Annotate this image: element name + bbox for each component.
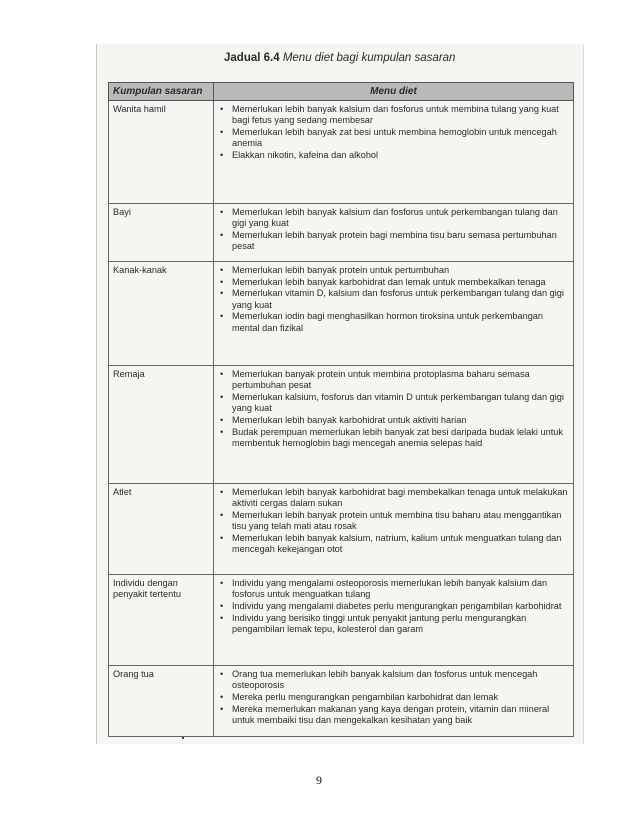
diet-cell	[214, 204, 574, 262]
diet-item: • Memerlukan lebih banyak kalsium, natrium, kalium untuk menguatkan tulang dan mencegah kekejangan otot	[218, 533, 569, 555]
diet-cell	[214, 575, 574, 666]
diet-item: • Budak perempuan memerlukan lebih banyak zat besi daripada budak lelaki untuk membentuk hemoglobin bagi mencegah anemia selepas haid	[218, 427, 569, 449]
diet-item: • Memerlukan kalsium, fosforus dan vitamin D untuk perkembangan tulang dan gigi yang kuat	[218, 392, 569, 414]
group-cell: Kanak-kanak	[109, 262, 214, 366]
diet-cell	[214, 366, 574, 484]
diet-item: • Memerlukan lebih banyak zat besi untuk membina hemoglobin untuk mencegah anemia	[218, 127, 569, 149]
diet-cell	[214, 666, 574, 737]
group-cell: Individu dengan penyakit tertentu	[109, 575, 214, 666]
diet-menu-table	[108, 82, 574, 737]
diet-item: • Mereka perlu mengurangkan pengambilan karbohidrat dan lemak	[218, 692, 569, 703]
table-row	[109, 666, 574, 737]
table-row	[109, 366, 574, 484]
group-cell: Remaja	[109, 366, 214, 484]
table-row	[109, 262, 574, 366]
table-number: Jadual 6.4	[224, 52, 280, 64]
diet-item: • Memerlukan lebih banyak kalsium dan fosforus untuk membina tulang yang kuat bagi fetus yang sedang membesar	[218, 104, 569, 126]
header-diet-menu: Menu diet	[214, 83, 574, 101]
diet-cell	[214, 101, 574, 204]
diet-item: • Memerlukan iodin bagi menghasilkan hormon tiroksina untuk perkembangan mental dan fizikal	[218, 311, 569, 333]
diet-item: • Individu yang berisiko tinggi untuk penyakit jantung perlu mengurangkan pengambilan lemak tepu, kolesterol dan garam	[218, 613, 569, 635]
group-cell: Wanita hamil	[109, 101, 214, 204]
diet-item: • Memerlukan lebih banyak protein untuk membina tisu baharu atau menggantikan tisu yang telah mati atau rosak	[218, 510, 569, 532]
table-caption	[224, 52, 455, 64]
diet-cell	[214, 484, 574, 575]
diet-item: • Memerlukan lebih banyak kalsium dan fosforus untuk perkembangan tulang dan gigi yang kuat	[218, 207, 569, 229]
table-row	[109, 484, 574, 575]
page-number: 9	[316, 773, 322, 787]
diet-item: • Memerlukan lebih banyak karbohidrat bagi membekalkan tenaga untuk melakukan aktiviti cergas dalam sukan	[218, 487, 569, 509]
table-row	[109, 575, 574, 666]
diet-item: • Memerlukan banyak protein untuk membina protoplasma baharu semasa pertumbuhan pesat	[218, 369, 569, 391]
diet-item: • Mereka memerlukan makanan yang kaya dengan protein, vitamin dan mineral untuk membaiki tisu dan mengekalkan kesihatan yang baik	[218, 704, 569, 726]
diet-cell	[214, 262, 574, 366]
group-cell: Atlet	[109, 484, 214, 575]
diet-item: • Memerlukan lebih banyak protein bagi membina tisu baru semasa pertumbuhan pesat	[218, 230, 569, 252]
table-title: Menu diet bagi kumpulan sasaran	[282, 52, 456, 64]
diet-item: • Orang tua memerlukan lebih banyak kalsium dan fosforus untuk mencegah osteoporosis	[218, 669, 569, 691]
diet-item: • Memerlukan lebih banyak karbohidrat untuk aktiviti harian	[218, 415, 569, 426]
group-cell: Orang tua	[109, 666, 214, 737]
group-cell: Bayi	[109, 204, 214, 262]
diet-item: • Memerlukan lebih banyak protein untuk pertumbuhan	[218, 265, 569, 276]
diet-item: • Memerlukan lebih banyak karbohidrat dan lemak untuk membekalkan tenaga	[218, 277, 569, 288]
table-row	[109, 204, 574, 262]
table-row	[109, 101, 574, 204]
diet-item: • Memerlukan vitamin D, kalsium dan fosforus untuk perkembangan tulang dan gigi yang kuat	[218, 288, 569, 310]
table-header-row	[109, 83, 574, 101]
diet-item: • Elakkan nikotin, kafeina dan alkohol	[218, 150, 569, 161]
header-target-group: Kumpulan sasaran	[109, 83, 214, 101]
diet-item: • Individu yang mengalami osteoporosis memerlukan lebih banyak kalsium dan fosforus untuk menguatkan tulang	[218, 578, 569, 600]
diet-item: • Individu yang mengalami diabetes perlu mengurangkan pengambilan karbohidrat	[218, 601, 569, 612]
scan-speck	[182, 737, 184, 739]
